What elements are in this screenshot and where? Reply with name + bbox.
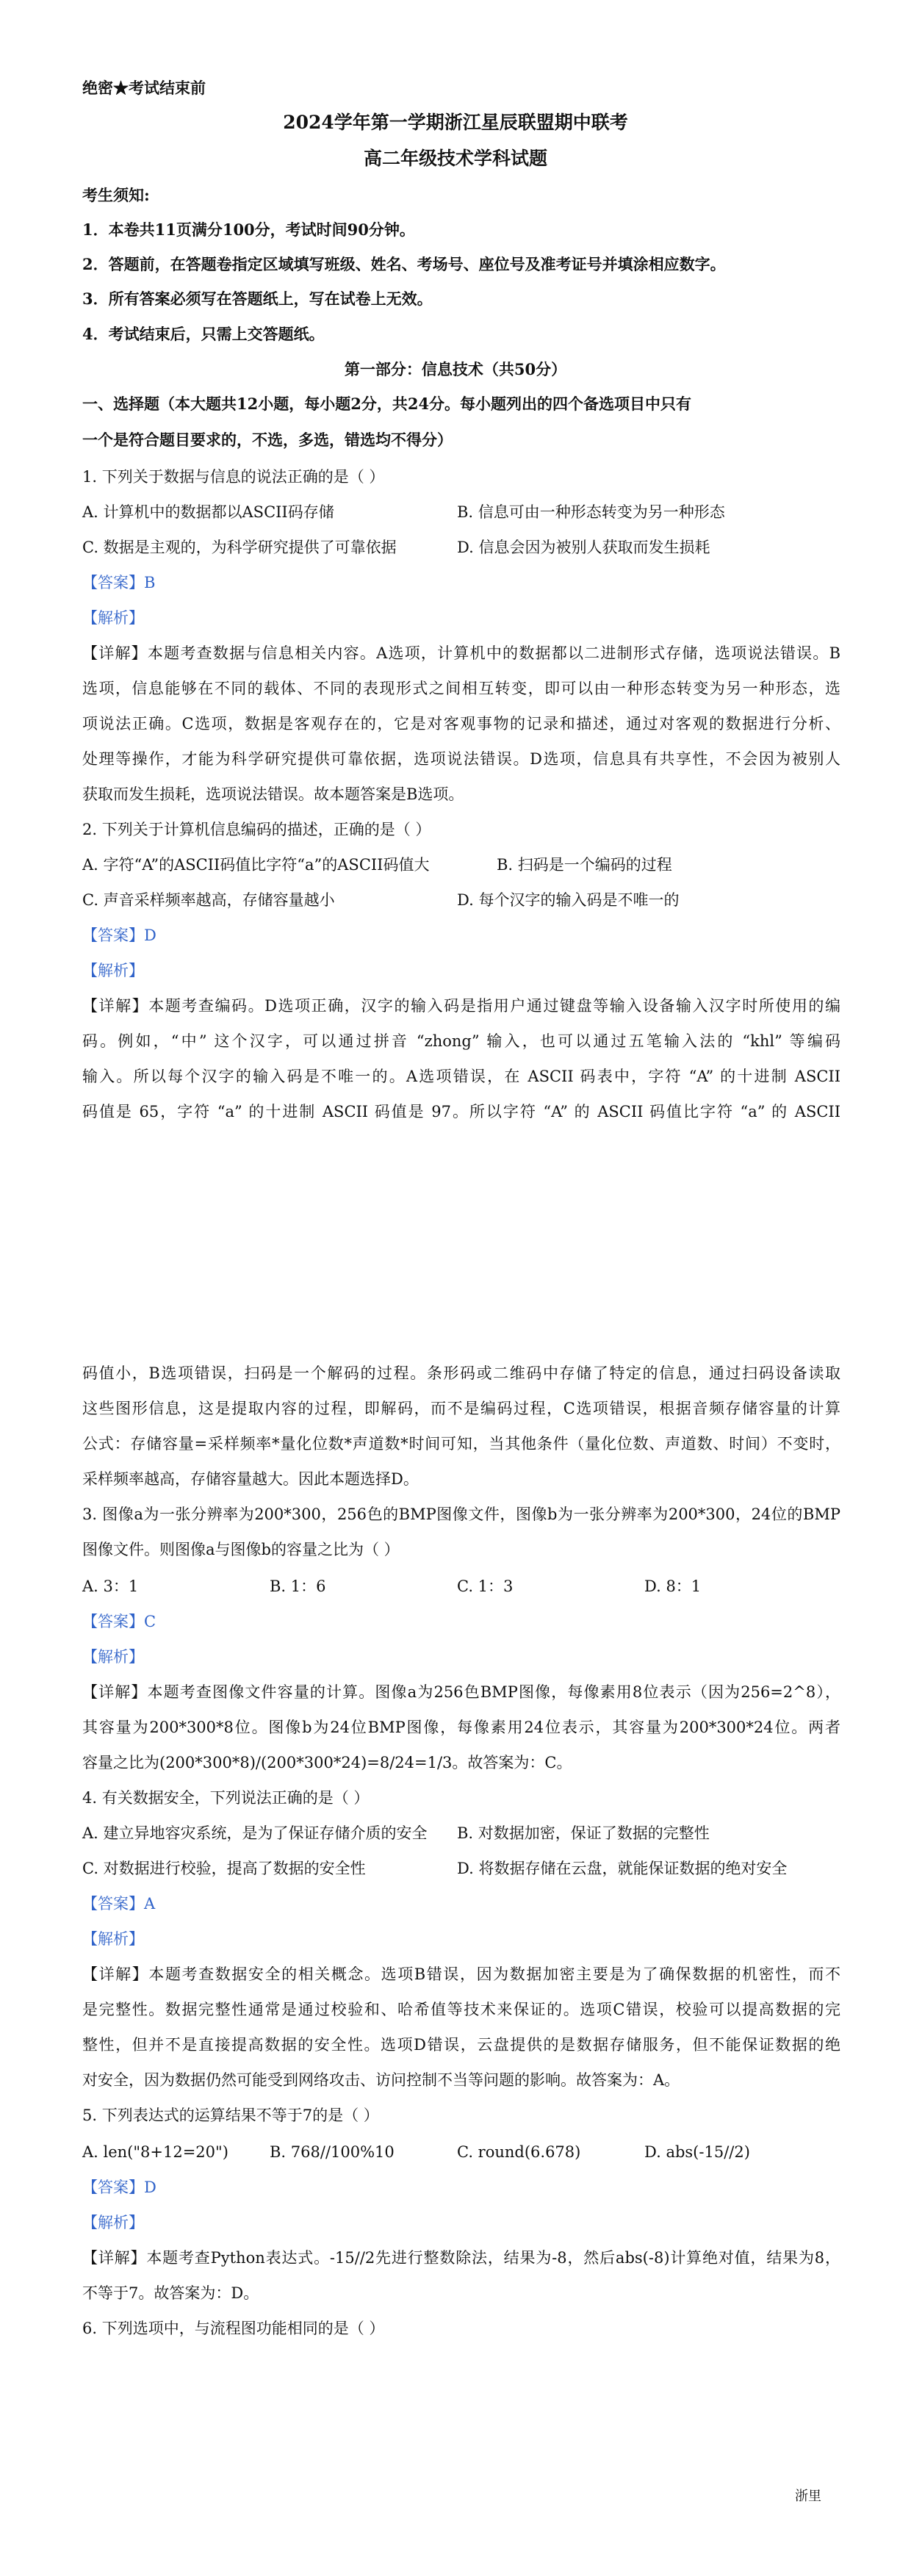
exam-subtitle: 高二年级技术学科试题	[363, 148, 547, 169]
answer-label: 【答案】D	[82, 927, 156, 944]
option-b: B. 对数据加密，保证了数据的完整性	[457, 1824, 710, 1842]
secret-label: 绝密★考试结束前	[82, 79, 206, 97]
notice-item: 2．答题前，在答题卷指定区域填写班级、姓名、考场号、座位号及准考证号并填涂相应数字。	[82, 255, 726, 273]
option-c: C. round(6.678)	[457, 2143, 581, 2161]
question-stem: 3. 图像a为一张分辨率为200*300，256色的BMP图像文件，图像b为一张分辨率为200*300，24位的BMP	[82, 1505, 840, 1523]
option-c: C. 声音采样频率越高，存储容量越小	[82, 891, 335, 909]
question-stem: 图像文件。则图像a与图像b的容量之比为（ ）	[82, 1541, 400, 1558]
option-c: C. 1：3	[457, 1577, 514, 1595]
detail-line: 【详解】本题考查图像文件容量的计算。图像a为256色BMP图像，每像素用8位表示（因为256=2^8），	[82, 1683, 840, 1701]
exam-title: 2024学年第一学期浙江星辰联盟期中联考	[283, 112, 628, 133]
option-a: A. 建立异地容灾系统，是为了保证存储介质的安全	[82, 1824, 428, 1842]
option-a: A. 字符“A”的ASCII码值比字符“a”的ASCII码值大	[82, 856, 430, 874]
option-d: D. 信息会因为被别人获取而发生损耗	[457, 539, 710, 556]
option-d: D. 将数据存储在云盘，就能保证数据的绝对安全	[457, 1860, 788, 1877]
analysis-label: 【解析】	[82, 962, 144, 979]
analysis-label: 【解析】	[82, 1648, 144, 1666]
detail-line: 不等于7。故答案为：D。	[82, 2284, 259, 2302]
option-b: B. 1：6	[270, 1577, 326, 1595]
detail-line: 是完整性。数据完整性通常是通过校验和、哈希值等技术来保证的。选项C错误，校验可以提高数据的完	[82, 2001, 840, 2018]
detail-line: 获取而发生损耗，选项说法错误。故本题答案是B选项。	[82, 785, 464, 803]
option-b: B. 扫码是一个编码的过程	[497, 856, 672, 874]
answer-label: 【答案】D	[82, 2179, 156, 2196]
detail-line: 对安全，因为数据仍然可能受到网络攻击、访问控制不当等问题的影响。故答案为：A。	[82, 2071, 680, 2089]
detail-line: 项说法正确。C选项，数据是客观存在的，它是对客观事物的记录和描述，通过对客观的数据进行分析、	[82, 715, 840, 733]
detail-line: 其容量为200*300*8位。图像b为24位BMP图像，每像素用24位表示，其容量为200*300*24位。两者	[82, 1719, 840, 1736]
answer-label: 【答案】C	[82, 1613, 156, 1630]
question-stem: 5. 下列表达式的运算结果不等于7的是（ ）	[82, 2107, 379, 2124]
notice-item: 4．考试结束后，只需上交答题纸。	[82, 325, 325, 343]
detail-line: 输入。所以每个汉字的输入码是不唯一的。A选项错误，在 ASCII 码表中，字符 “A” 的十进制 ASCII	[82, 1068, 840, 1085]
notice-item: 3．所有答案必须写在答题纸上，写在试卷上无效。	[82, 289, 433, 308]
option-d: D. 每个汉字的输入码是不唯一的	[457, 891, 680, 909]
section-instruction: 一个是符合题目要求的，不选，多选，错选均不得分）	[82, 431, 453, 449]
analysis-label: 【解析】	[82, 609, 144, 627]
question-stem: 1. 下列关于数据与信息的说法正确的是（ ）	[82, 468, 385, 486]
question-stem: 6. 下列选项中，与流程图功能相同的是（ ）	[82, 2320, 385, 2337]
option-d: D. abs(-15//2)	[644, 2143, 750, 2161]
analysis-label: 【解析】	[82, 1930, 144, 1948]
section-instruction: 一、选择题（本大题共12小题，每小题2分，共24分。每小题列出的四个备选项目中只有	[82, 395, 692, 413]
option-a: A. 3：1	[82, 1577, 139, 1595]
section-title: 第一部分：信息技术（共50分）	[344, 360, 567, 378]
option-b: B. 信息可由一种形态转变为另一种形态	[457, 503, 725, 521]
detail-line: 【详解】本题考查编码。D选项正确，汉字的输入码是指用户通过键盘等输入设备输入汉字时所使用的编	[82, 997, 840, 1015]
option-d: D. 8：1	[644, 1577, 702, 1595]
option-c: C. 数据是主观的，为科学研究提供了可靠依据	[82, 539, 397, 556]
detail-line: 码值是 65，字符 “a” 的十进制 ASCII 码值是 97。所以字符 “A” 的 ASCII 码值比字符 “a” 的 ASCII	[82, 1103, 840, 1120]
analysis-label: 【解析】	[82, 2214, 144, 2231]
detail-line: 码。例如，“中” 这个汉字，可以通过拼音 “zhong” 输入，也可以通过五笔输入法的 “khl” 等编码	[82, 1032, 840, 1050]
detail-line: 选项，信息能够在不同的载体、不同的表现形式之间相互转变，即可以由一种形态转变为另一种形态，选	[82, 680, 840, 697]
detail-line: 【详解】本题考查数据与信息相关内容。A选项，计算机中的数据都以二进制形式存储，选项说法错误。B	[82, 644, 840, 662]
detail-line: 整性，但并不是直接提高数据的安全性。选项D错误，云盘提供的是数据存储服务，但不能保证数据的绝	[82, 2036, 840, 2054]
option-a: A. len("8+12=20")	[82, 2143, 228, 2161]
answer-label: 【答案】B	[82, 574, 156, 591]
detail-line: 处理等操作，才能为科学研究提供可靠依据，选项说法错误。D选项，信息具有共享性，不会因为被别人	[82, 750, 840, 768]
option-b: B. 768//100%10	[270, 2143, 395, 2161]
detail-line: 公式：存储容量=采样频率*量化位数*声道数*时间可知，当其他条件（量化位数、声道数、时间）不变时，	[82, 1435, 840, 1453]
page-footer: 浙里	[795, 2489, 821, 2504]
question-stem: 2. 下列关于计算机信息编码的描述，正确的是（ ）	[82, 821, 431, 838]
option-a: A. 计算机中的数据都以ASCII码存储	[82, 503, 334, 521]
detail-line: 容量之比为(200*300*8)/(200*300*24)=8/24=1/3。故答案为：C。	[82, 1754, 572, 1771]
detail-line: 【详解】本题考查Python表达式。-15//2先进行整数除法，结果为-8，然后abs(-8)计算绝对值，结果为8，	[82, 2249, 840, 2267]
detail-line: 采样频率越高，存储容量越大。因此本题选择D。	[82, 1470, 419, 1488]
detail-line: 这些图形信息，这是提取内容的过程，即解码，而不是编码过程，C选项错误，根据音频存储容量的计算	[82, 1400, 840, 1417]
notice-item: 1．本卷共11页满分100分，考试时间90分钟。	[82, 220, 415, 239]
detail-line: 码值小，B选项错误，扫码是一个解码的过程。条形码或二维码中存储了特定的信息，通过扫码设备读取	[82, 1364, 840, 1382]
detail-line: 【详解】本题考查数据安全的相关概念。选项B错误，因为数据加密主要是为了确保数据的机密性，而不	[82, 1965, 840, 1983]
answer-label: 【答案】A	[82, 1895, 156, 1913]
notice-heading: 考生须知:	[82, 186, 150, 204]
option-c: C. 对数据进行校验，提高了数据的安全性	[82, 1860, 366, 1877]
question-stem: 4. 有关数据安全，下列说法正确的是（ ）	[82, 1789, 370, 1807]
